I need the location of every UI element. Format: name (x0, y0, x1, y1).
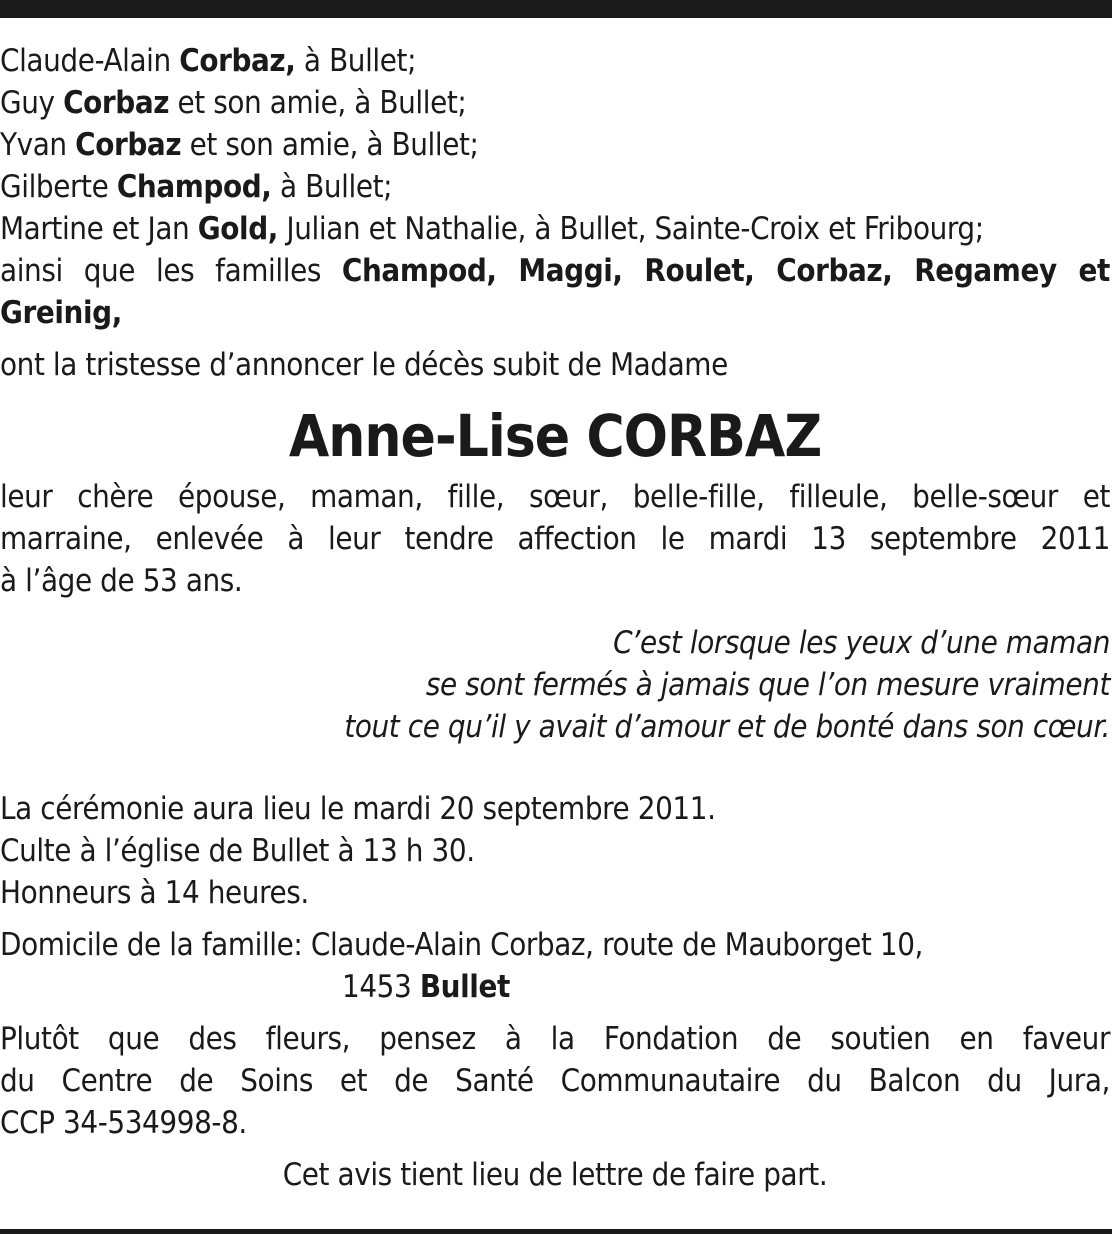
obituary-notice (0, 40, 1110, 1196)
family-domicile (0, 924, 1110, 1008)
mourner-surname: Champod, (116, 169, 272, 205)
domicile-town: Bullet (419, 969, 510, 1005)
description-line: marraine, enlevée à leur tendre affection le mardi 13 septembre 2011 (0, 521, 1110, 557)
mourner-surname: Corbaz, (179, 43, 296, 79)
description-paragraph (0, 476, 1110, 602)
mourner-surname: Gold, (197, 211, 278, 247)
mourner-line: Gilberte Champod, à Bullet; (0, 169, 393, 205)
families-line: ainsi que les familles Champod, Maggi, Roulet, Corbaz, Regamey et (0, 253, 1110, 289)
mourner-surname: Corbaz (75, 127, 182, 163)
ceremony-line: Honneurs à 14 heures. (0, 875, 309, 911)
ceremony-line: La cérémonie aura lieu le mardi 20 septembre 2011. (0, 791, 716, 827)
deceased-name: Anne-Lise CORBAZ (288, 402, 822, 470)
closing-note: Cet avis tient lieu de lettre de faire part. (282, 1157, 828, 1193)
mourners-list (0, 40, 1110, 334)
bottom-rule (0, 1229, 1112, 1234)
ceremony-line: Culte à l’église de Bullet à 13 h 30. (0, 833, 475, 869)
families-line-end: Greinig, (0, 295, 122, 331)
memorial-quote (0, 622, 1110, 748)
quote-line: tout ce qu’il y avait d’amour et de bonté dans son cœur. (344, 709, 1110, 745)
mourner-surname: Corbaz (63, 85, 170, 121)
donation-paragraph (0, 1018, 1110, 1144)
family-names: Champod, Maggi, Roulet, Corbaz, Regamey et (341, 253, 1110, 289)
mourner-line: Martine et Jan Gold, Julian et Nathalie, à Bullet, Sainte-Croix et Fribourg; (0, 211, 984, 247)
mourner-line: Yvan Corbaz et son amie, à Bullet; (0, 127, 479, 163)
mourner-line: Guy Corbaz et son amie, à Bullet; (0, 85, 467, 121)
donation-ccp: CCP 34-534998-8. (0, 1105, 247, 1141)
description-line: à l’âge de 53 ans. (0, 563, 243, 599)
announcement-text: ont la tristesse d’annoncer le décès subit de Madame (0, 347, 728, 383)
ceremony-info (0, 788, 1110, 914)
donation-line: du Centre de Soins et de Santé Communautaire du Balcon du Jura, (0, 1063, 1110, 1099)
top-rule (0, 0, 1112, 18)
quote-line: C’est lorsque les yeux d’une maman (613, 625, 1110, 661)
quote-line: se sont fermés à jamais que l’on mesure vraiment (425, 667, 1110, 703)
domicile-town-line: 1453 Bullet (342, 969, 510, 1005)
description-line: leur chère épouse, maman, fille, sœur, belle-fille, filleule, belle-sœur et (0, 479, 1110, 515)
donation-line: Plutôt que des fleurs, pensez à la Fondation de soutien en faveur (0, 1021, 1110, 1057)
domicile-line: Domicile de la famille: Claude-Alain Corbaz, route de Mauborget 10, (0, 927, 923, 963)
mourner-line: Claude-Alain Corbaz, à Bullet; (0, 43, 417, 79)
